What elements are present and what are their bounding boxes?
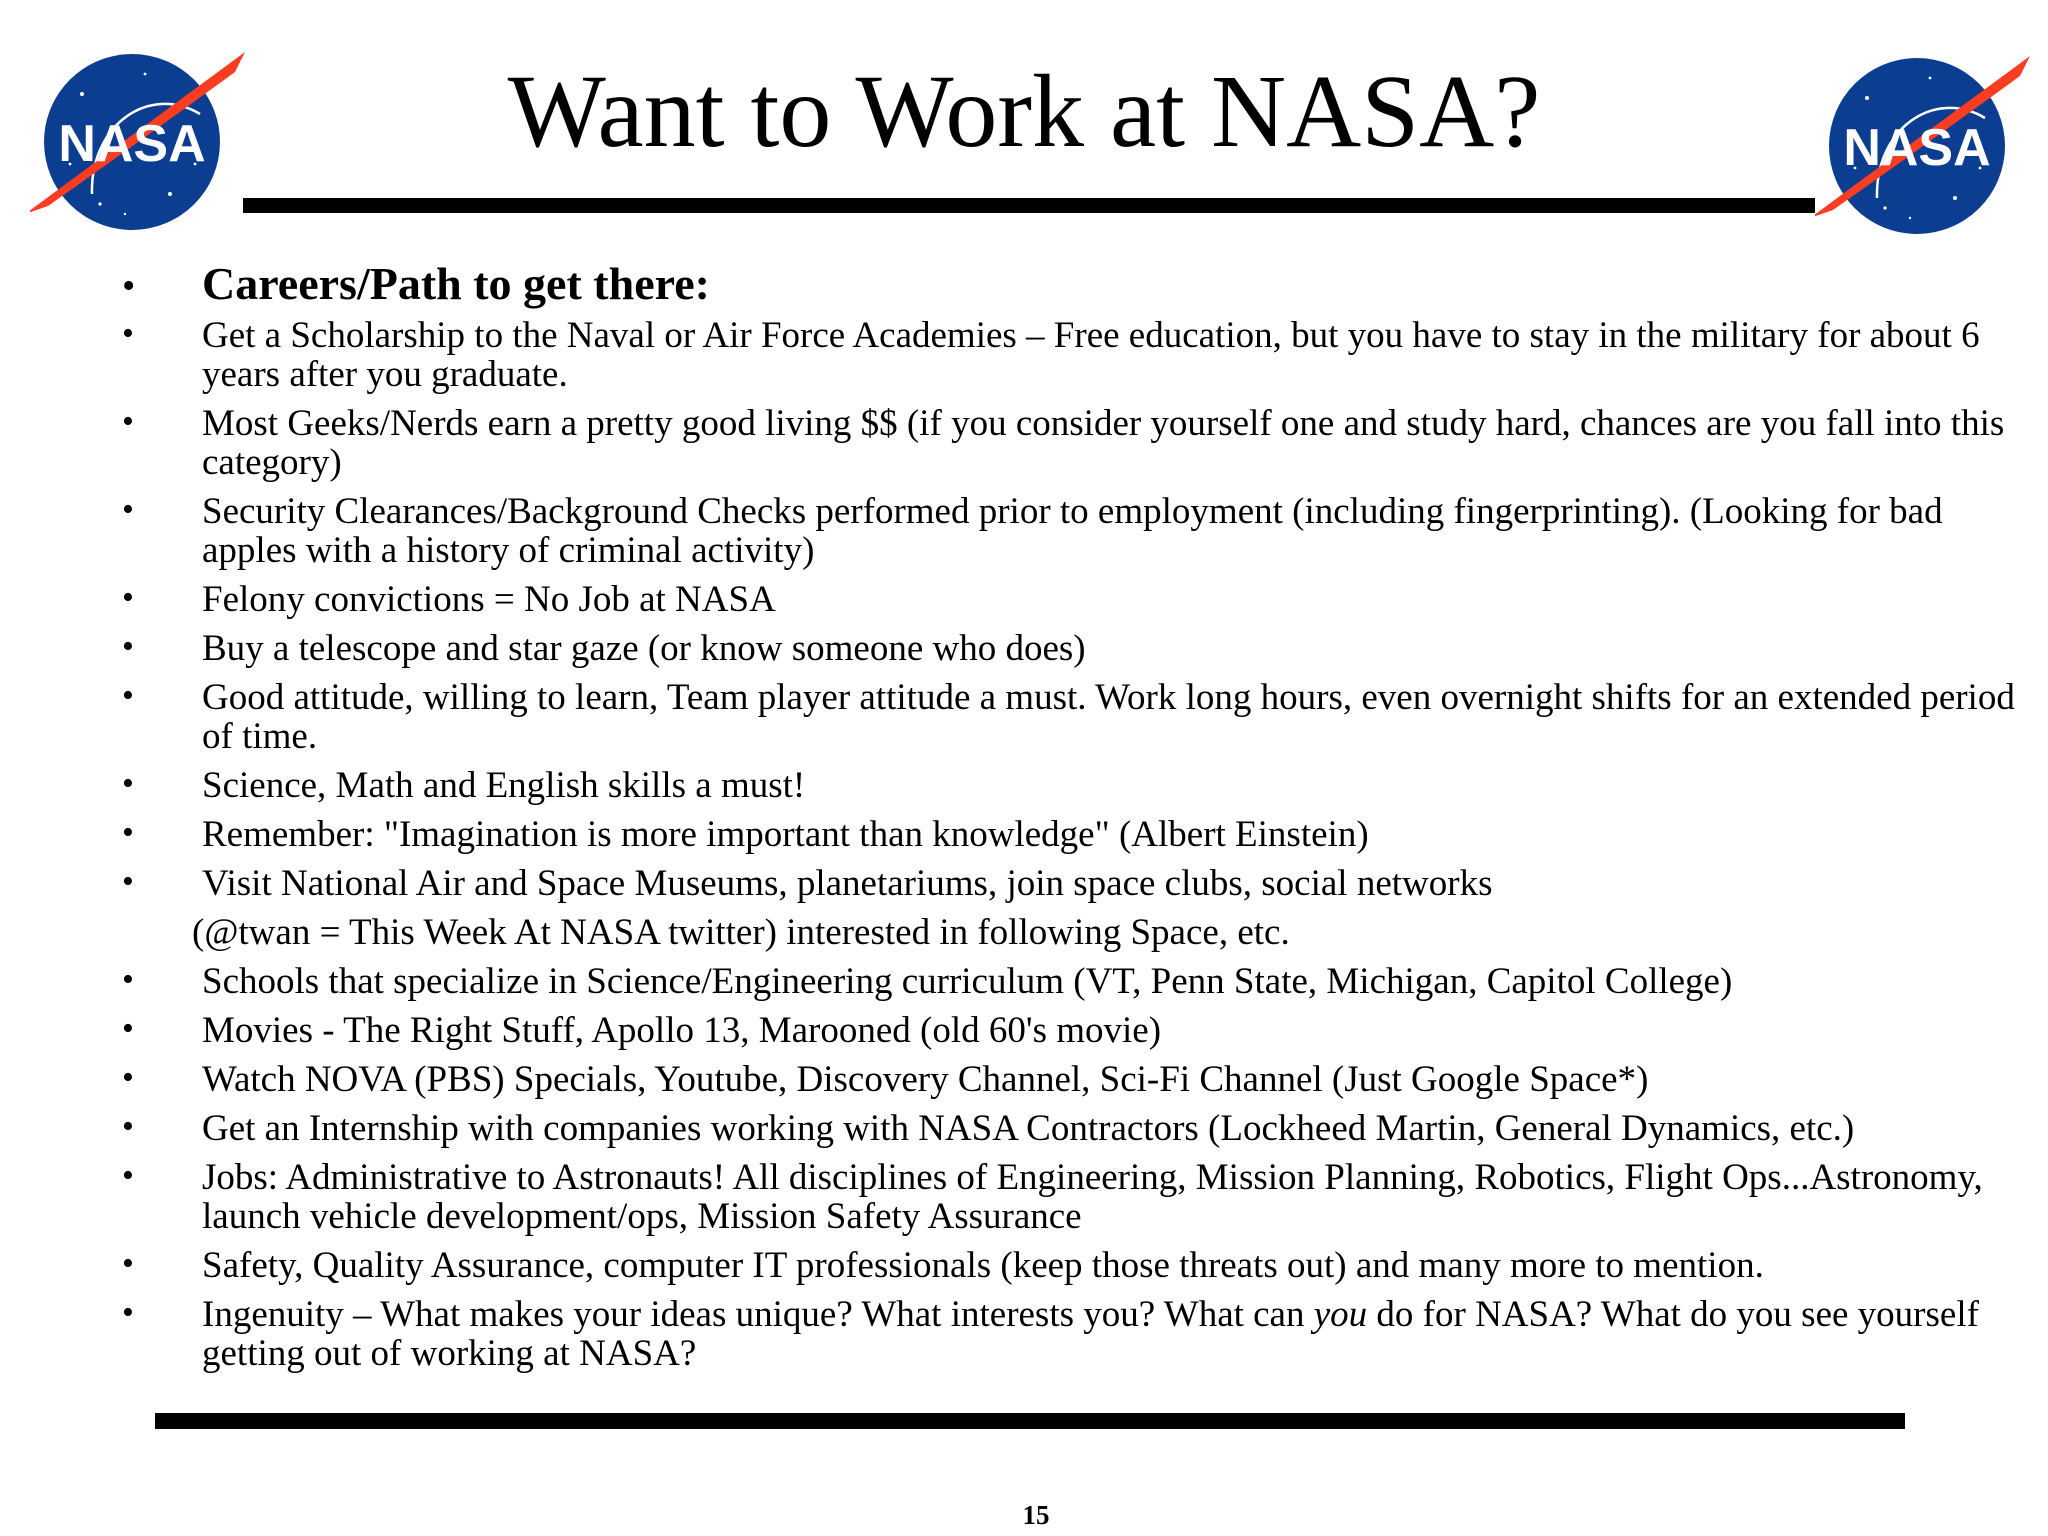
bullet-marker: •	[122, 628, 134, 665]
bullet-item	[120, 316, 2035, 394]
bullet-text: Get an Internship with companies working with NASA Contractors (Lockheed Martin, General Dynamics, etc.)	[202, 1108, 1855, 1149]
bullet-marker: •	[122, 1108, 134, 1145]
bullet-text	[202, 1294, 1979, 1374]
bullet-item	[120, 1295, 2035, 1373]
bullet-text: Buy a telescope and star gaze (or know someone who does)	[202, 628, 1086, 669]
bottom-divider	[155, 1413, 1905, 1429]
bullet-text: Jobs: Administrative to Astronauts! All disciplines of Engineering, Mission Planning, Robotics, Flight Ops...Astronomy, launch vehicle development/ops, Mission Safety Assurance	[202, 1157, 1983, 1237]
bullet-text: Movies - The Right Stuff, Apollo 13, Marooned (old 60's movie)	[202, 1010, 1162, 1051]
bullet-text: Security Clearances/Background Checks performed prior to employment (including fingerprinting). (Looking for bad apples with a history of criminal activity)	[202, 491, 1943, 571]
bullet-marker: •	[122, 1245, 134, 1282]
bullet-item	[120, 492, 2035, 570]
bullet-text: Remember: "Imagination is more important than knowledge" (Albert Einstein)	[202, 814, 1369, 855]
bullet-list	[120, 258, 2035, 1383]
bullet-text: Science, Math and English skills a must!	[202, 765, 806, 806]
bullet-item	[120, 913, 2035, 952]
bullet-item	[120, 815, 2035, 854]
bullet-text: Watch NOVA (PBS) Specials, Youtube, Discovery Channel, Sci-Fi Channel (Just Google Space*)	[202, 1059, 1649, 1100]
bullet-text: (@twan = This Week At NASA twitter) interested in following Space, etc.	[192, 912, 1290, 953]
title-divider	[243, 198, 1815, 213]
bullet-marker: •	[122, 265, 136, 307]
bullet-text: Get a Scholarship to the Naval or Air Force Academies – Free education, but you have to stay in the military for about 6 years after you graduate.	[202, 315, 1980, 395]
bullet-text: Safety, Quality Assurance, computer IT professionals (keep those threats out) and many more to mention.	[202, 1245, 1764, 1286]
bullet-item	[120, 766, 2035, 805]
bullet-item	[120, 629, 2035, 668]
bullet-text-part: do for NASA? What do you see yourself getting out of working at NASA?	[202, 1294, 1979, 1374]
bullet-marker: •	[122, 814, 134, 851]
bullet-emphasis: you	[1313, 1294, 1368, 1335]
bullet-text: Most Geeks/Nerds earn a pretty good living $$ (if you consider yourself one and study hard, chances are you fall into this category)	[202, 403, 2005, 483]
nasa-logo-left-text: NASA	[58, 115, 206, 173]
bullet-text: Visit National Air and Space Museums, planetariums, join space clubs, social networks	[202, 863, 1493, 904]
bullet-item	[120, 1158, 2035, 1236]
nasa-logo-right-text: NASA	[1843, 119, 1991, 177]
bullet-item	[120, 580, 2035, 619]
bullet-item	[120, 1109, 2035, 1148]
bullet-item	[120, 864, 2035, 903]
bullet-text: Careers/Path to get there:	[202, 258, 710, 309]
bullet-item	[120, 1011, 2035, 1050]
bullet-marker: •	[122, 863, 134, 900]
bullet-item	[120, 1246, 2035, 1285]
bullet-text: Schools that specialize in Science/Engineering curriculum (VT, Penn State, Michigan, Capitol College)	[202, 961, 1733, 1002]
bullet-marker: •	[122, 765, 134, 802]
bullet-marker: •	[122, 677, 134, 714]
bullet-marker: •	[122, 403, 134, 440]
bullet-item	[120, 678, 2035, 756]
bullet-marker: •	[122, 579, 134, 616]
bullet-marker: •	[122, 1010, 134, 1047]
bullet-marker: •	[122, 315, 134, 352]
bullet-item	[120, 404, 2035, 482]
bullet-text-part: Ingenuity – What makes your ideas unique? What interests you? What can	[202, 1294, 1314, 1335]
bullet-text: Good attitude, willing to learn, Team player attitude a must. Work long hours, even overnight shifts for an extended period of time.	[202, 677, 2015, 757]
bullet-text: Felony convictions = No Job at NASA	[202, 579, 776, 620]
bullet-item	[120, 962, 2035, 1001]
bullet-marker: •	[122, 1157, 134, 1194]
bullet-item	[120, 1060, 2035, 1099]
slide-title: Want to Work at NASA?	[507, 54, 1541, 169]
bullet-marker: •	[122, 491, 134, 528]
bullet-marker: •	[122, 1059, 134, 1096]
bullet-marker: •	[122, 1294, 134, 1331]
bullet-marker: •	[122, 961, 134, 998]
bullet-item	[120, 258, 2035, 310]
page-number: 15	[1022, 1500, 1050, 1530]
